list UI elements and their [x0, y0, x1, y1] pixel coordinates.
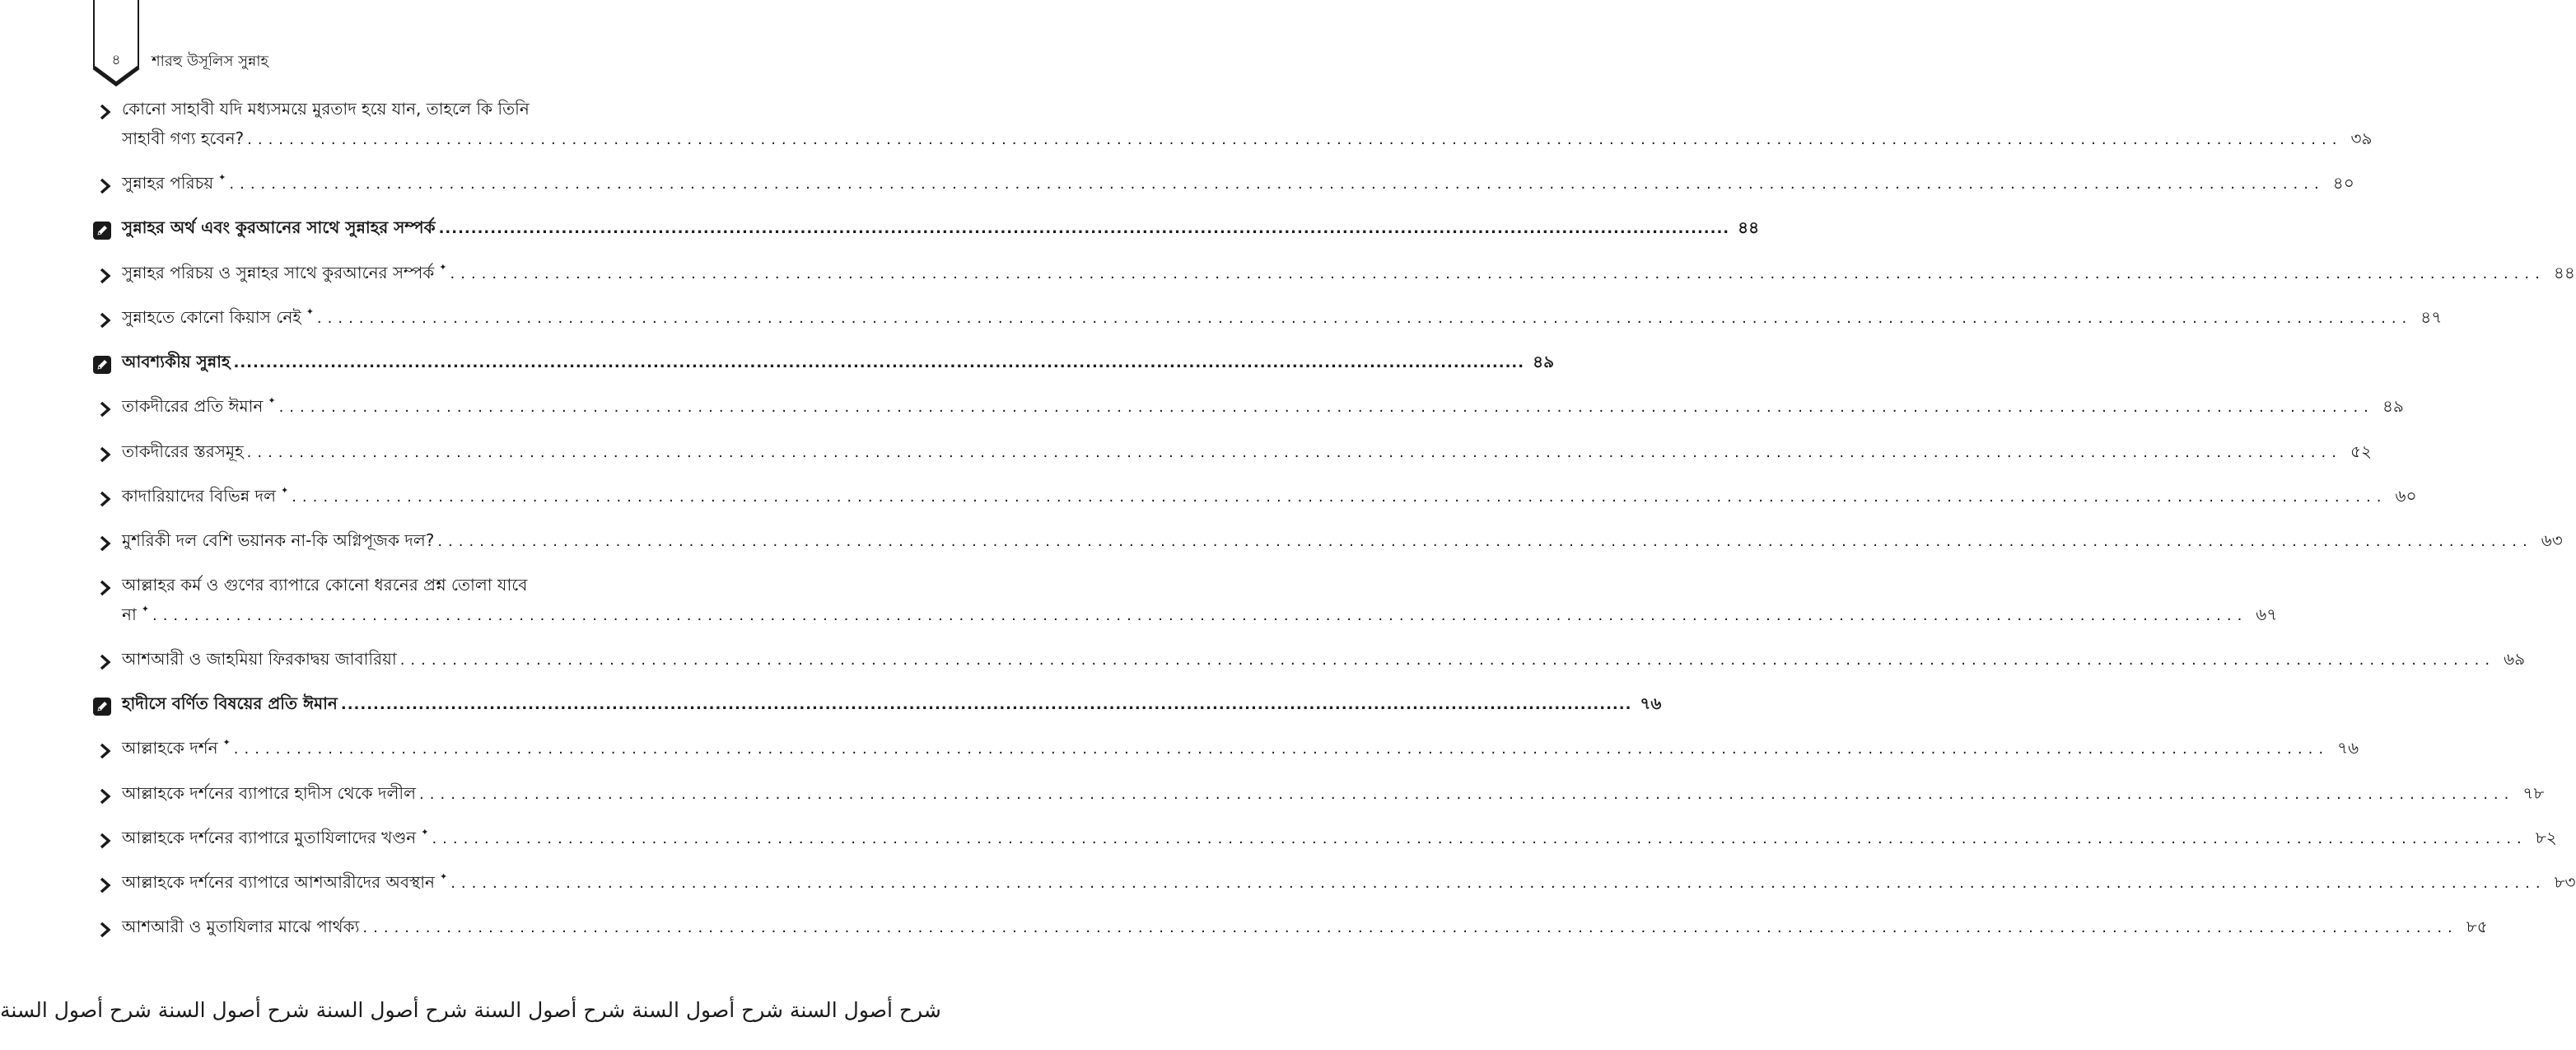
toc-entry-title: সুন্নাহর পরিচয় ও সুন্নাহর সাথে কুরআনের সম্পর্ক [122, 263, 435, 282]
running-title: শারহু উসূলিস সুন্নাহ [152, 53, 268, 70]
toc-section [93, 216, 1760, 245]
toc-page-number: ৮২ [2535, 828, 2557, 847]
dot-leader: ........................................................................................................................................................................................................ [247, 131, 2343, 148]
toc-entry-title: সুন্নাহতে কোনো কিয়াস নেই [122, 307, 301, 327]
chevron-right-icon [100, 788, 111, 805]
toc-page-number: ৪৭ [2420, 307, 2443, 327]
sparkle-icon: ✦ [280, 485, 289, 496]
chevron-right-icon [100, 446, 111, 463]
toc-entry [93, 440, 2372, 469]
toc-entry-title: আল্লাহকে দর্শন [122, 738, 218, 758]
toc-page-number: ৭৮ [2522, 783, 2545, 803]
dot-leader: ........................................................................................................................................................................................................ [432, 830, 2527, 847]
dot-leader: ........................................................................................................................................................................................................ [316, 310, 2413, 327]
chevron-right-icon [100, 743, 111, 759]
toc-line [122, 826, 2557, 856]
dot-leader: ........................................................................................................................................................................................................ [419, 786, 2515, 803]
toc-entry [93, 782, 2545, 811]
toc-entry-title: না [122, 604, 137, 624]
dot-leader: ........................................................................................................................................................................................................ [438, 220, 1730, 237]
dot-leader: ........................................................................................................................................................................................................ [292, 488, 2387, 506]
dot-leader: ........................................................................................................................................................................................................ [233, 354, 1525, 371]
dot-leader: ........................................................................................................................................................................................................ [278, 399, 2374, 416]
toc-line [122, 261, 2575, 291]
sparkle-icon: ✦ [141, 604, 149, 614]
chevron-right-icon [100, 654, 111, 670]
sparkle-icon: ✦ [421, 827, 429, 838]
toc-entry-title: কোনো সাহাবী যদি মধ্যসময়ে মুরতাদ হয়ে যান, তাহলে কি তিনি [122, 99, 530, 119]
toc-entry [93, 573, 2278, 632]
sparkle-icon: ✦ [268, 395, 276, 406]
toc-line [122, 350, 1555, 380]
toc-entry-title: হাদীসে বর্ণিত বিষয়ের প্রতি ঈমান [122, 693, 338, 713]
toc-page-number: ৪৯ [1533, 352, 1555, 371]
toc-entry-title: সুন্নাহর পরিচয় [122, 173, 214, 193]
toc-line [122, 529, 2563, 558]
toc-line [122, 97, 587, 127]
page-number: ৪ [111, 52, 121, 68]
toc-page-number: ৬০ [2395, 486, 2417, 506]
toc-page-number: ৩৯ [2350, 128, 2373, 148]
chevron-right-icon [100, 401, 111, 418]
toc-line [122, 782, 2545, 811]
toc-line [122, 171, 2354, 201]
toc-entry [93, 484, 2417, 514]
toc-line [122, 736, 2359, 766]
toc-line [122, 127, 2373, 156]
toc-entry [93, 261, 2575, 291]
toc-entry-title: সাহাবী গণ্য হবেন? [122, 128, 245, 148]
sparkle-icon: ✦ [218, 172, 226, 183]
toc-entry-title: আশআরী ও মুতাযিলার মাঝে পার্থক্য [122, 917, 360, 936]
toc-page-number: ৭৬ [2337, 738, 2359, 758]
toc-entry [93, 647, 2526, 677]
pencil-icon [93, 356, 111, 374]
toc-line [122, 440, 2372, 469]
dot-leader: ........................................................................................................................................................................................................ [437, 533, 2533, 550]
toc-page-number: ৫২ [2350, 441, 2372, 461]
toc-entry [93, 736, 2359, 766]
toc-entry-title: সুন্নাহর অর্থ এবং কুরআনের সাথে সুন্নাহর সম্পর্ক [122, 217, 436, 237]
toc-entry-title: তাকদীরের প্রতি ঈমান [122, 396, 264, 416]
toc-section [93, 350, 1555, 380]
dot-leader: ........................................................................................................................................................................................................ [152, 607, 2248, 624]
dot-leader: ........................................................................................................................................................................................................ [246, 444, 2342, 461]
dot-leader: ........................................................................................................................................................................................................ [399, 651, 2496, 669]
toc-page-number: ৬৩ [2541, 530, 2563, 550]
toc-entry [93, 915, 2488, 945]
toc-page-number: ৪৪ [2553, 263, 2575, 282]
toc-entry-title: মুশরিকী দল বেশি ভয়ানক না-কি অগ্নিপূজক দল? [122, 530, 435, 550]
toc-line [122, 603, 2278, 632]
sparkle-icon: ✦ [306, 306, 314, 317]
sparkle-icon: ✦ [222, 737, 231, 748]
dot-leader: ........................................................................................................................................................................................................ [340, 696, 1632, 713]
toc-line [122, 216, 1760, 245]
toc-page-number: ৪০ [2332, 173, 2354, 193]
toc-entry-title: আশআরী ও জাহমিয়া ফিরকাদ্বয় জাবারিয়া [122, 649, 397, 669]
toc-line [122, 647, 2526, 677]
toc-entry [93, 529, 2563, 558]
sparkle-icon: ✦ [439, 262, 447, 273]
toc-entry [93, 826, 2557, 856]
pencil-icon [93, 222, 111, 240]
toc-line [122, 692, 1662, 721]
toc-line [122, 394, 2404, 424]
dot-leader: ........................................................................................................................................................................................................ [450, 875, 2546, 892]
toc-line [122, 870, 2576, 900]
page-tab [93, 0, 139, 86]
toc-page-number: ৭৬ [1640, 693, 1662, 713]
toc-entry-title: আল্লাহকে দর্শনের ব্যাপারে আশআরীদের অবস্থান [122, 872, 435, 892]
chevron-right-icon [100, 833, 111, 849]
footer-ornament-border: شرح أصول السنة شرح أصول السنة شرح أصول السنة شرح أصول السنة شرح أصول السنة شرح أصول السنة [0, 998, 941, 1022]
chevron-right-icon [100, 104, 111, 120]
toc-section [93, 692, 1662, 721]
toc-entry [93, 171, 2354, 201]
toc-entry-title: আল্লাহর কর্ম ও গুণের ব্যাপারে কোনো ধরনের প্রশ্ন তোলা যাবে [122, 575, 528, 595]
toc-entry-title: আল্লাহকে দর্শনের ব্যাপারে মুতাযিলাদের খণ্ডন [122, 828, 417, 847]
chevron-right-icon [100, 312, 111, 329]
toc-entry [93, 306, 2443, 335]
toc-entry [93, 394, 2404, 424]
toc-entry-title: আল্লাহকে দর্শনের ব্যাপারে হাদীস থেকে দলীল [122, 783, 417, 803]
toc-line [122, 484, 2417, 514]
chevron-right-icon [100, 580, 111, 596]
sparkle-icon: ✦ [439, 871, 448, 882]
chevron-right-icon [100, 922, 111, 938]
dot-leader: ........................................................................................................................................................................................................ [362, 919, 2458, 936]
toc-page-number: ৬৯ [2504, 649, 2526, 669]
dot-leader: ........................................................................................................................................................................................................ [233, 740, 2330, 758]
toc-entry-title: আবশ্যকীয় সুন্নাহ [122, 352, 231, 371]
toc-entry [93, 870, 2576, 900]
toc-page-number: ৪৪ [1738, 217, 1760, 237]
toc-line [122, 915, 2488, 945]
chevron-right-icon [100, 877, 111, 894]
chevron-right-icon [100, 268, 111, 284]
dot-leader: ........................................................................................................................................................................................................ [450, 265, 2546, 282]
toc-entry-title: কাদারিয়াদের বিভিন্ন দল [122, 486, 276, 506]
toc-page-number: ৮৩ [2554, 872, 2576, 892]
toc-entry-title: তাকদীরের স্তরসমূহ [122, 441, 244, 461]
toc-entry [93, 97, 2373, 156]
toc-page-number: ৪৯ [2382, 396, 2404, 416]
toc-line [122, 306, 2443, 335]
chevron-right-icon [100, 535, 111, 552]
toc-page-number: ৮৫ [2466, 917, 2488, 936]
pencil-icon [93, 698, 111, 716]
dot-leader: ........................................................................................................................................................................................................ [229, 175, 2325, 193]
toc-line [122, 573, 587, 603]
chevron-right-icon [100, 491, 111, 507]
chevron-right-icon [100, 178, 111, 194]
toc-page-number: ৬৭ [2256, 604, 2278, 624]
